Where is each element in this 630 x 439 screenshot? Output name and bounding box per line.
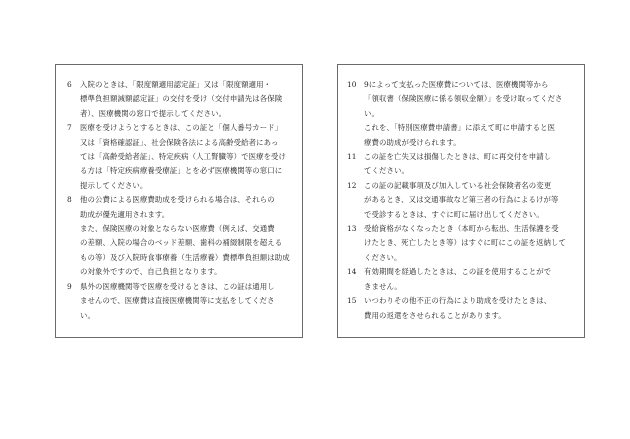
item-number: 11 xyxy=(347,152,357,162)
item-number: 7 xyxy=(67,123,72,133)
item-text: 有効期間を経過したときは、この証を使用することがで きません。 xyxy=(364,267,552,291)
item-number: 8 xyxy=(67,195,72,205)
item-number: 14 xyxy=(347,267,357,277)
item-text: この証の記載事項及び加入している社会保険者名の変更 があるとき、又は交通事故など第三者の行為によるけが等 で受診するときは、すぐに町に届け出してください。 xyxy=(364,180,559,219)
item-number: 9 xyxy=(67,281,72,291)
item-text: いつわりその他不正の行為により助成を受けたときは、 費用の返還をさせられることがあります。 xyxy=(364,296,552,320)
notice-item-8 xyxy=(64,193,294,222)
item-number: 12 xyxy=(347,180,357,190)
notice-item-14 xyxy=(346,265,576,294)
item-number: 6 xyxy=(67,80,72,89)
notice-item-11 xyxy=(346,150,576,179)
notice-item-9 xyxy=(64,280,294,323)
notice-item-10 xyxy=(346,78,576,121)
notice-item-15 xyxy=(346,294,576,323)
notice-item-8-note: また、保険医療の対象とならない医療費（例えば、交通費 の差額、入院の場合のベッド差額、歯科の補綴制限を超える もの等）及び入院時食事療養（生活療養）費標準負担額は助成 の対象外ですので、自己負担となります。 xyxy=(80,224,290,277)
item-text: 他の公費による医療費助成を受けられる場合は、それらの 助成が優先適用されます。 xyxy=(80,195,275,219)
item-number: 13 xyxy=(347,224,357,234)
notice-item-7 xyxy=(64,121,294,193)
item-text: 入院のときは、「限度額適用認定証」又は「限度額適用・ 標準負担額減額認定証」の交付を受け（交付申請先は各保険 者）、医療機関の窓口で提示してください。 xyxy=(80,80,283,118)
item-text: 受給資格がなくなったとき（本町から転出、生活保護を受 けたとき、死亡したとき等）はすぐに町にこの証を返納して ください。 xyxy=(364,224,566,262)
item-text: 医療を受けようとするときは、この証と「個人番号カード」 又は「資格確認証」、社会保険各法による高齢受給者にあっ ては「高齢受給者証」、特定疾病（人工腎臓等）で医療を受け る方は「特定疾病療養受療証」とを必ず医療機関等の窓口に 提示してください。 xyxy=(80,123,287,190)
item-text: 9によって支払った医療費については、医療機関等から 「領収書（保険医療に係る領収金額）」を受け取ってくださ い。 xyxy=(364,80,563,118)
item-text: この証を亡失又は損傷したときは、町に再交付を申請し てください。 xyxy=(364,152,552,176)
right-notice-panel xyxy=(337,64,585,338)
item-number: 10 xyxy=(347,80,357,89)
left-notice-panel xyxy=(55,64,303,338)
notice-item-13 xyxy=(346,222,576,265)
notice-item-10-note: これを、「特別医療費申請書」に添えて町に申請すると医 療費の助成が受けられます。 xyxy=(364,123,556,147)
item-number: 15 xyxy=(347,296,357,306)
item-text: 県外の医療機関等で医療を受けるときは、この証は通用し ませんので、医療費は直接医療機関等に支払をしてくださ い。 xyxy=(80,281,275,320)
notice-item-6 xyxy=(64,78,294,121)
notice-item-12 xyxy=(346,179,576,222)
